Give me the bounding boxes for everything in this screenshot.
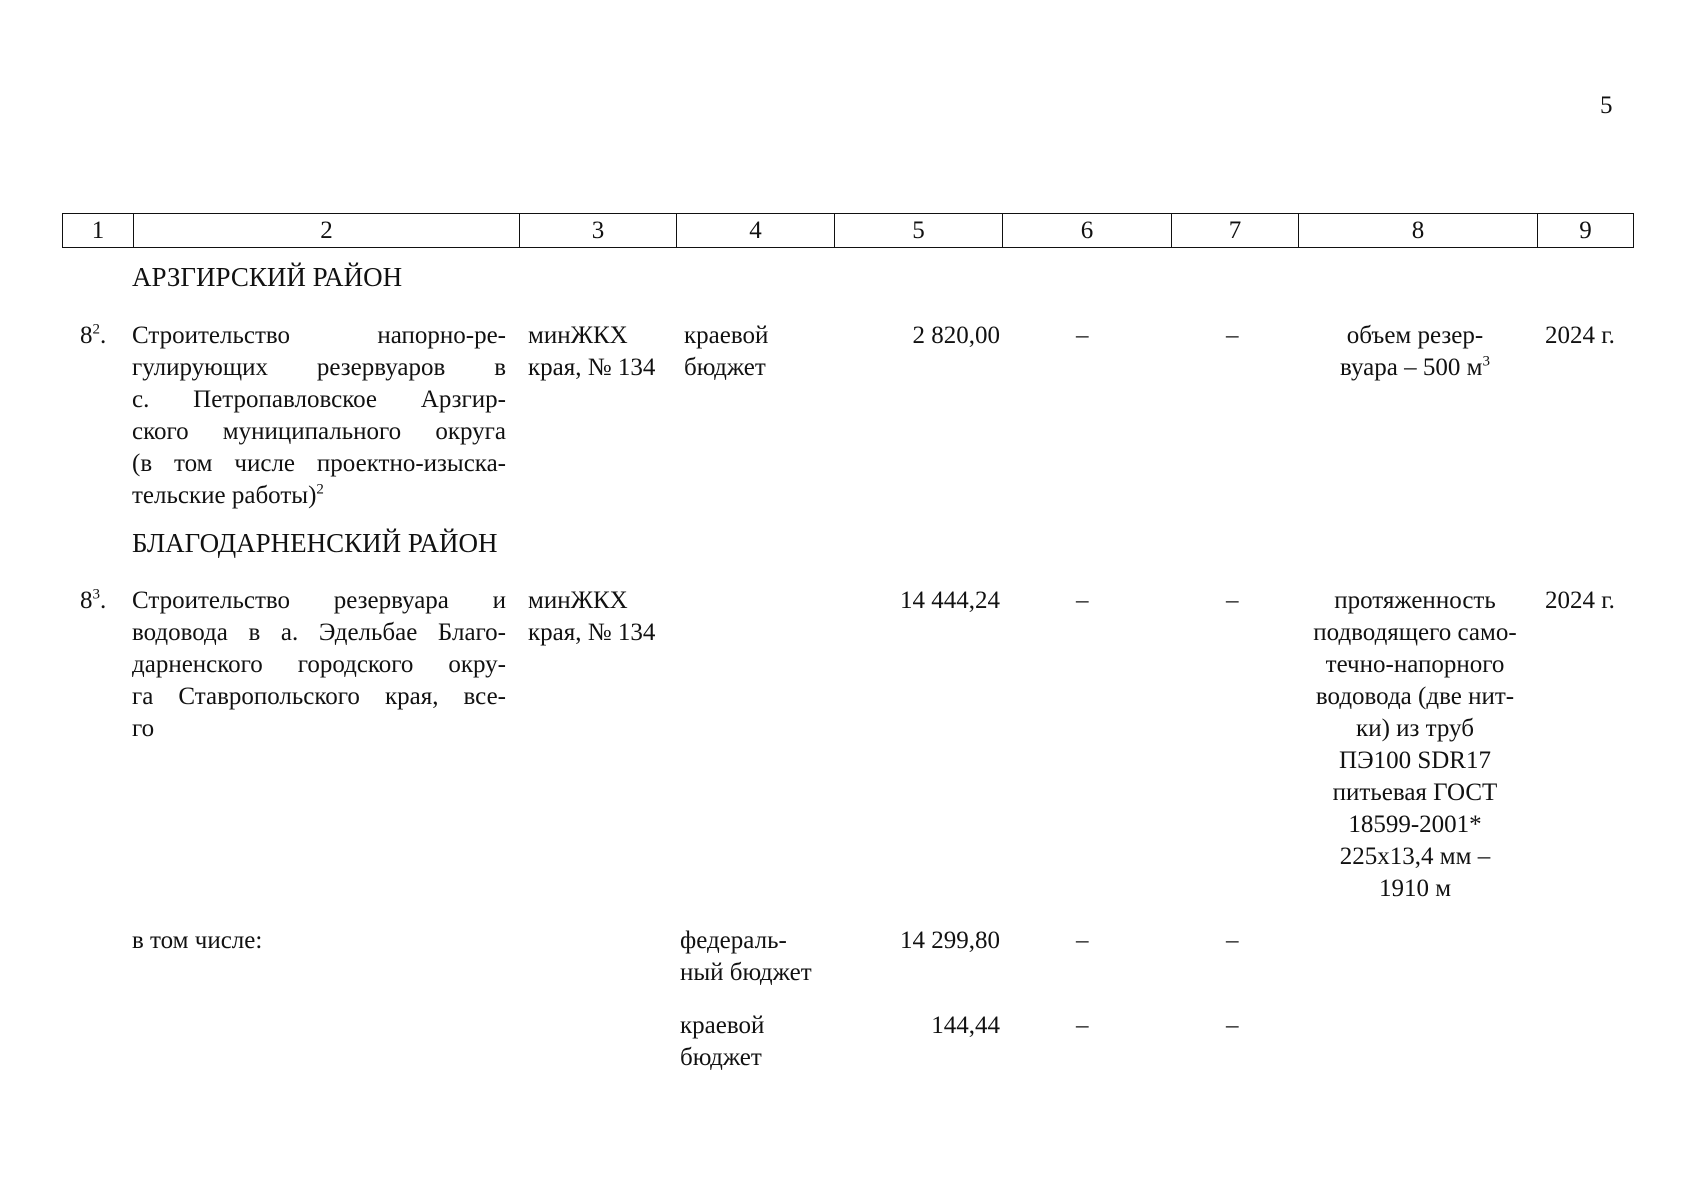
subrow-col6: – [1076, 927, 1089, 954]
row-col6: – [1076, 587, 1089, 614]
subrow-col7: – [1226, 927, 1239, 954]
section-heading-blagodarny: БЛАГОДАРНЕНСКИЙ РАЙОН [132, 528, 498, 558]
column-number-2: 2 [134, 214, 520, 248]
row-number: $8^3$. [80, 586, 107, 614]
subrow-funding-source: федераль- ный бюджет [680, 927, 812, 986]
subrow-amount: 144,44 [931, 1012, 1000, 1039]
row-executor: минЖКХ края, № 134 [528, 587, 656, 646]
column-number-1: 1 [63, 214, 134, 248]
row-result: протяженность подводящего само- течно-напорного водовода (две нит- ки) из труб ПЭ100 SDR17 питьевая ГОСТ 18599-2001* 225х13,4 мм – 1910 м [1313, 587, 1517, 902]
column-number-8: 8 [1299, 214, 1538, 248]
column-number-3: 3 [520, 214, 677, 248]
column-number-9: 9 [1538, 214, 1634, 248]
column-number-header [62, 213, 1634, 248]
row-number: $8^2$. [80, 321, 107, 349]
row-description: Строительство резервуара и водовода в а. Эдельбае Благо- дарненского городского окру- га Ставропольского края, все- го [132, 587, 506, 742]
row-funding-source: краевой бюджет [684, 322, 769, 381]
row-col7: – [1226, 587, 1239, 614]
column-number-5: 5 [835, 214, 1003, 248]
row-col6: – [1076, 322, 1089, 349]
row-col7: – [1226, 322, 1239, 349]
including-label: в том числе: [132, 927, 263, 954]
row-description: Строительство напорно-ре- гулирующих резервуаров в с. Петропавловское Арзгир- ского муниципального округа (в том числе проектно-изыска- тельские работы)$^2$ [132, 322, 506, 509]
row-amount: 2 820,00 [912, 322, 1000, 349]
column-number-7: 7 [1172, 214, 1299, 248]
subrow-funding-source: краевой бюджет [680, 1012, 765, 1071]
subrow-col6: – [1076, 1012, 1089, 1039]
page-number: 5 [1600, 92, 1613, 119]
subrow-col7: – [1226, 1012, 1239, 1039]
row-executor: минЖКХ края, № 134 [528, 322, 656, 381]
subrow-amount: 14 299,80 [900, 927, 1000, 954]
column-number-6: 6 [1003, 214, 1172, 248]
row-result: объем резер- вуара – 500 $м^3$ [1340, 322, 1490, 381]
row-year: 2024 г. [1545, 322, 1615, 349]
section-heading-arzgir: АРЗГИРСКИЙ РАЙОН [132, 262, 403, 292]
row-year: 2024 г. [1545, 587, 1615, 614]
row-amount: 14 444,24 [900, 587, 1000, 614]
column-number-4: 4 [677, 214, 835, 248]
